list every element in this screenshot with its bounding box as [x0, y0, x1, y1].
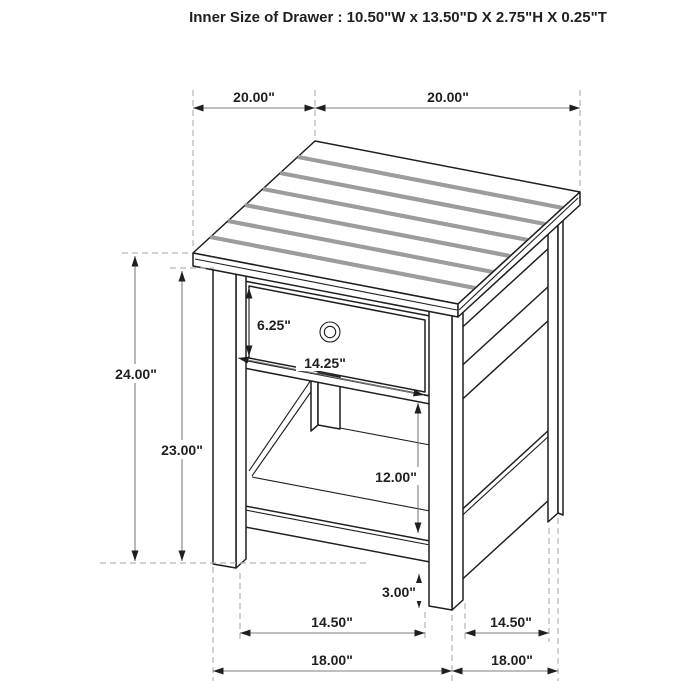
dim-shelf-clearance [368, 403, 426, 533]
dim-top-depth-label: 20.00" [233, 89, 275, 105]
dim-side-leg-span-label: 14.50" [490, 614, 532, 630]
dim-drawer-width-label: 14.25" [304, 355, 346, 371]
front-left-leg [213, 263, 246, 568]
dim-floor-clearance [376, 574, 424, 608]
dim-overall-height-label: 24.00" [115, 366, 157, 382]
dim-front-leg-span-label: 14.50" [311, 614, 353, 630]
dim-top-width [315, 89, 580, 108]
table-drawing [193, 141, 580, 610]
dim-height-under-top-label: 23.00" [161, 442, 203, 458]
dim-top-width-label: 20.00" [427, 89, 469, 105]
dim-side-base-depth-label: 18.00" [491, 652, 533, 668]
dim-front-base-width [213, 652, 452, 671]
dim-height-under-top [154, 271, 210, 561]
dim-top-depth [193, 89, 315, 108]
lower-shelf [240, 505, 430, 562]
dim-front-base-width-label: 18.00" [311, 652, 353, 668]
dim-front-leg-span [240, 614, 425, 633]
dim-overall-height [108, 256, 164, 561]
diagram-title: Inner Size of Drawer : 10.50"W x 13.50"D X 2.75"H X 0.25"T [189, 9, 607, 26]
dim-floor-clearance-label: 3.00" [382, 584, 416, 600]
dim-side-base-depth [452, 652, 558, 671]
dim-side-leg-span [465, 614, 549, 633]
dim-drawer-height-label: 6.25" [257, 317, 291, 333]
front-leg [429, 302, 463, 610]
dim-shelf-clearance-label: 12.00" [375, 469, 417, 485]
back-right-leg [548, 216, 563, 522]
